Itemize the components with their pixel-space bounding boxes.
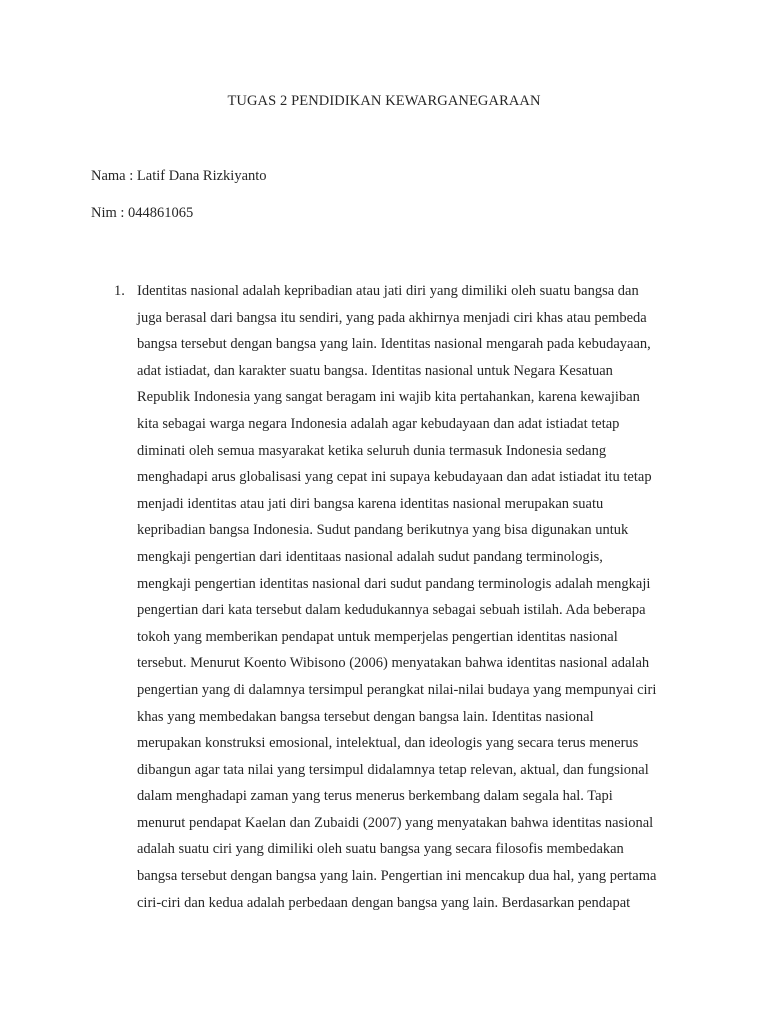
student-nim-line: Nim : 044861065	[91, 205, 194, 221]
answer-number: 1.	[114, 283, 125, 299]
paragraph-line: khas yang membedakan bangsa tersebut dengan bangsa lain. Identitas nasional	[137, 708, 594, 725]
paragraph-line: pengertian yang di dalamnya tersimpul perangkat nilai-nilai budaya yang mempunyai ciri	[137, 681, 657, 698]
document-title: TUGAS 2 PENDIDIKAN KEWARGANEGARAAN	[227, 93, 541, 109]
answer-paragraph	[0, 278, 679, 916]
paragraph-line: juga berasal dari bangsa itu sendiri, yang pada akhirnya menjadi ciri khas atau pembeda	[137, 309, 647, 326]
paragraph-line: dalam menghadapi zaman yang terus menerus berkembang dalam segala hal. Tapi	[137, 788, 613, 805]
paragraph-line: tokoh yang memberikan pendapat untuk memperjelas pengertian identitas nasional	[137, 628, 618, 645]
paragraph-line: bangsa tersebut dengan bangsa yang lain. Identitas nasional mengarah pada kebudayaan,	[137, 336, 651, 353]
paragraph-line: menghadapi arus globalisasi yang cepat ini supaya kebudayaan dan adat istiadat itu tetap	[137, 469, 652, 486]
paragraph-line: kepribadian bangsa Indonesia. Sudut pandang berikutnya yang bisa digunakan untuk	[137, 522, 629, 539]
paragraph-line: merupakan konstruksi emosional, intelektual, dan ideologis yang secara terus menerus	[137, 735, 639, 752]
paragraph-line: bangsa tersebut dengan bangsa yang lain. Pengertian ini mencakup dua hal, yang pertama	[137, 868, 657, 885]
answer-item	[0, 278, 768, 916]
answer-list	[0, 278, 768, 916]
paragraph-line: menurut pendapat Kaelan dan Zubaidi (2007) yang menyatakan bahwa identitas nasional	[137, 814, 654, 831]
paragraph-line: tersebut. Menurut Koento Wibisono (2006) menyatakan bahwa identitas nasional adalah	[137, 655, 650, 672]
paragraph-line: mengkaji pengertian identitas nasional dari sudut pandang terminologis adalah mengkaji	[137, 575, 651, 592]
paragraph-line: Republik Indonesia yang sangat beragam ini wajib kita pertahankan, karena kewajiban	[137, 389, 640, 406]
paragraph-line: pengertian dari kata tersebut dalam kedudukannya sebagai sebuah istilah. Ada beberapa	[137, 602, 646, 619]
paragraph-line: Identitas nasional adalah kepribadian atau jati diri yang dimiliki oleh suatu bangsa dan	[137, 283, 639, 299]
paragraph-line: dibangun agar tata nilai yang tersimpul didalamnya tetap relevan, aktual, dan fungsional	[137, 761, 649, 778]
paragraph-line: diminati oleh semua masyarakat ketika seluruh dunia termasuk Indonesia sedang	[137, 442, 607, 459]
paragraph-line: kita sebagai warga negara Indonesia adalah agar kebudayaan dan adat istiadat tetap	[137, 415, 620, 432]
paragraph-line: ciri-ciri dan kedua adalah perbedaan dengan bangsa yang lain. Berdasarkan pendapat	[137, 894, 631, 911]
paragraph-line: adat istiadat, dan karakter suatu bangsa. Identitas nasional untuk Negara Kesatuan	[137, 362, 613, 379]
paragraph-line: mengkaji pengertian dari identitaas nasional adalah sudut pandang terminologis,	[137, 548, 603, 565]
student-name-line: Nama : Latif Dana Rizkiyanto	[91, 168, 267, 184]
paragraph-line: adalah suatu ciri yang dimiliki oleh suatu bangsa yang secara filosofis membedakan	[137, 841, 624, 858]
paragraph-line: menjadi identitas atau jati diri bangsa karena identitas nasional merupakan suatu	[137, 495, 604, 512]
